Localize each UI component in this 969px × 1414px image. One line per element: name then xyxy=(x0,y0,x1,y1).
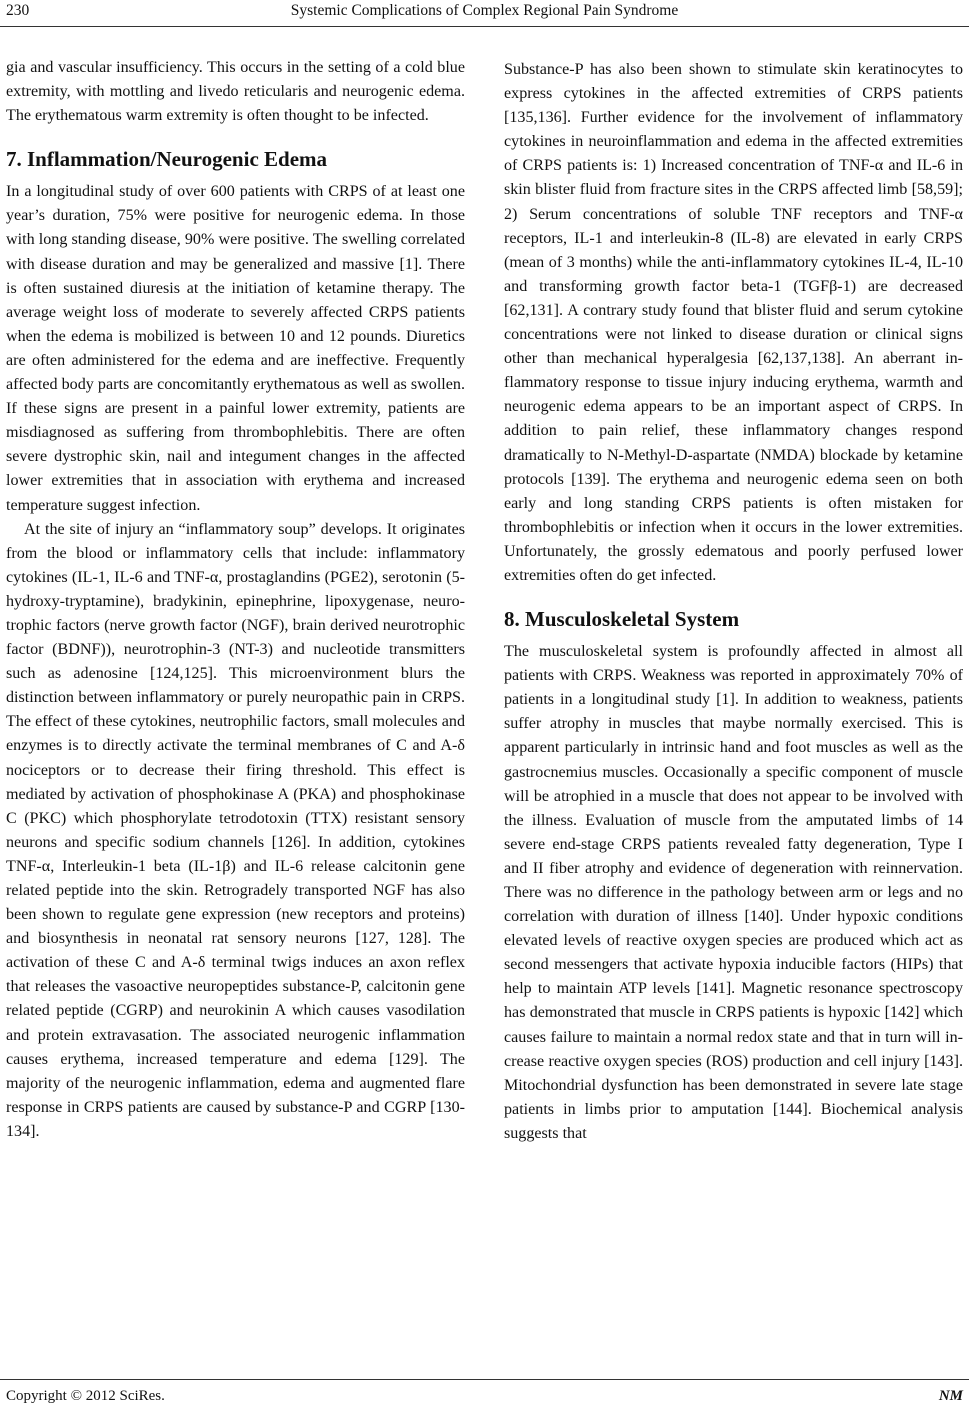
footer-rule xyxy=(0,1379,969,1380)
intro-paragraph: gia and vascular insufficiency. This occurs in the setting of a cold blue extremity, with mottling and livedo reticularis and neurogenic edema. The erythematous warm extremity is often thought to be infected. xyxy=(6,59,465,125)
page-number: 230 xyxy=(6,2,30,19)
section-8-paragraph-1: The musculoskeletal system is profoundly affected in almost all patients with CRPS. Weakness was reported in approximately 70% of patients in a longitudinal study [1]. In addition to weakness, patients suffer atrophy in muscles that maybe normally exercised. This is apparent particularly in intrinsic hand and foot muscles as well as the gastrocnemius muscles. Occasionally a specific component of muscle will be atrophied in a muscle that does not appear to be involved with the illness. Evaluation of muscle from the amputated limbs of 14 severe end-stage CRPS patients revealed fatty degeneration, Type I and II fiber atrophy and evidence of degeneration with reinnervation. There was no difference in the pathology between arm or legs and no correlation with duration of illness [140]. Under hypoxic conditions elevated levels of reactive oxygen species are produced which act as second messengers that activate hypoxia inducible factors (HIPs) that help to maintain ATP levels [141]. Magnetic resonance spectroscopy has demonstrated that muscle in CRPS patients is hypoxic [142] which causes failure to maintain a normal redox state and that in turn will increase reactive oxygen species (ROS) production and cell injury [143]. Mitochondrial dysfunction has been demonstrated in severe late stage patients in limbs prior to amputation [144]. Biochemical analysis suggests that xyxy=(504,643,963,1142)
section-7-paragraph-1: In a longitudinal study of over 600 patients with CRPS of at least one year’s duration, 75% were positive for neurogenic edema. In those with long standing disease, 90% were positive. The swelling correlated with disease duration and may be generalized and massive [1]. There is often sustained diuresis at the initiation of ketamine therapy. The average weight loss of moderate to severely affected CRPS patients when the edema is mobilized is between 10 and 12 pounds. Diuretics are often administered for the edema and are ineffective. Frequently affected body parts are concomitantly erythematous as well as swollen. If these signs are present in a painful lower extremity, patients are misdiagnosed as suffering from thrombophlebitis. There are often severe dystrophic skin, nail and integument changes in the affected lower extremities that in association with erythema and increased temperature suggest infection. xyxy=(6,183,465,514)
section-8-heading: 8. Musculoskeletal System xyxy=(504,607,740,632)
section-7-paragraph-2: At the site of injury an “inflammatory soup” develops. It originates from the blood or inflammatory cells that include: inflammatory cytokines (IL-1, IL-6 and TNF-α, prostaglandins (PGE2), serotonin (5-hydroxy-tryptamine), bradykinin, epinephrine, lipoxygenase, neurotrophic factors (nerve growth factor (NGF), brain derived neurotrophic factor (BDNF)), neurotrophin-3 (NT-3) and nucleotide transmitters such as adenosine [124,125]. This microenvironment blurs the distinction between inflammatory or purely neuropathic pain in CRPS. The effect of these cytokines, neutrophilic factors, small molecules and enzymes is to directly activate the terminal membranes of C and A-δ nociceptors or to decrease their firing threshold. This effect is mediated by activation of phosphokinase A (PKA) and phosphokinase C (PKC) which phosphorylate tetrodotoxin (TTX) resistant sensory neurons and specific sodium channels [126]. In addition, cytokines TNF-α, Interleukin-1 beta (IL-1β) and IL-6 release calcitonin gene related peptide into the skin. Retrogradely transported NGF has also been shown to regulate gene expression (new receptors and proteins) and biosynthesis in neonatal rat sensory neurons [127, 128]. The activation of these C and A-δ terminal twigs induces an axon reflex that releases the vasoactive neuropeptides substance-P, calcitonin gene related peptide (CGRP) and neurokinin A which causes vasodilation and protein extravasation. The associated neurogenic inflammation causes erythema, increased temperature and edema [129]. The majority of the neurogenic inflammation, edema and augmented flare response in CRPS patients are caused by substance-P and CGRP [130-134]. xyxy=(6,520,465,1140)
running-header xyxy=(0,0,969,28)
running-title: Systemic Complications of Complex Regional Pain Syndrome xyxy=(290,2,679,19)
left-column xyxy=(6,56,465,1144)
section-7-heading: 7. Inflammation/Neurogenic Edema xyxy=(6,147,328,172)
right-column xyxy=(504,58,963,1146)
continued-paragraph: Substance-P has also been shown to stimulate skin keratinocytes to express cytokines in the affected extremities of CRPS patients [135,136]. Further evidence for the involvement of inflammatory cytokines in neuroinflammation and edema in the affected extremities of CRPS patients is: 1) Increased concentration of TNF-α and IL-6 in skin blister fluid from fracture sites in the CRPS affected limb [58,59]; 2) Serum concentrations of soluble TNF receptors and TNF-α receptors, IL-1 and interleukin-8 (IL-8) are elevated in early CRPS (mean of 3 months) while the anti-inflammatory cytokines IL-4, IL-10 and transforming growth factor beta-1 (TGFβ-1) are decreased [62,131]. A contrary study found that blister fluid and serum cytokine concentrations were not linked to disease duration or clinical signs other than mechanical hyperalgesia [62,137,138]. An aberrant inflammatory response to tissue injury inducing erythema, warmth and neurogenic edema appears to be an important aspect of CRPS. In addition to pain relief, these inflammatory changes respond dramatically to N-Methyl-D-aspartate (NMDA) blockade by ketamine protocols [139]. The erythema and neurogenic edema seen on both early and long standing CRPS patients is often mistaken for thrombophlebitis or infection when it occurs in the lower extremities. Unfortunately, the grossly edematous and poorly perfused lower extremities often do get infected. xyxy=(504,61,963,584)
header-rule xyxy=(0,26,969,27)
journal-abbreviation: NM xyxy=(938,1388,963,1404)
copyright-notice: Copyright © 2012 SciRes. xyxy=(6,1388,165,1404)
